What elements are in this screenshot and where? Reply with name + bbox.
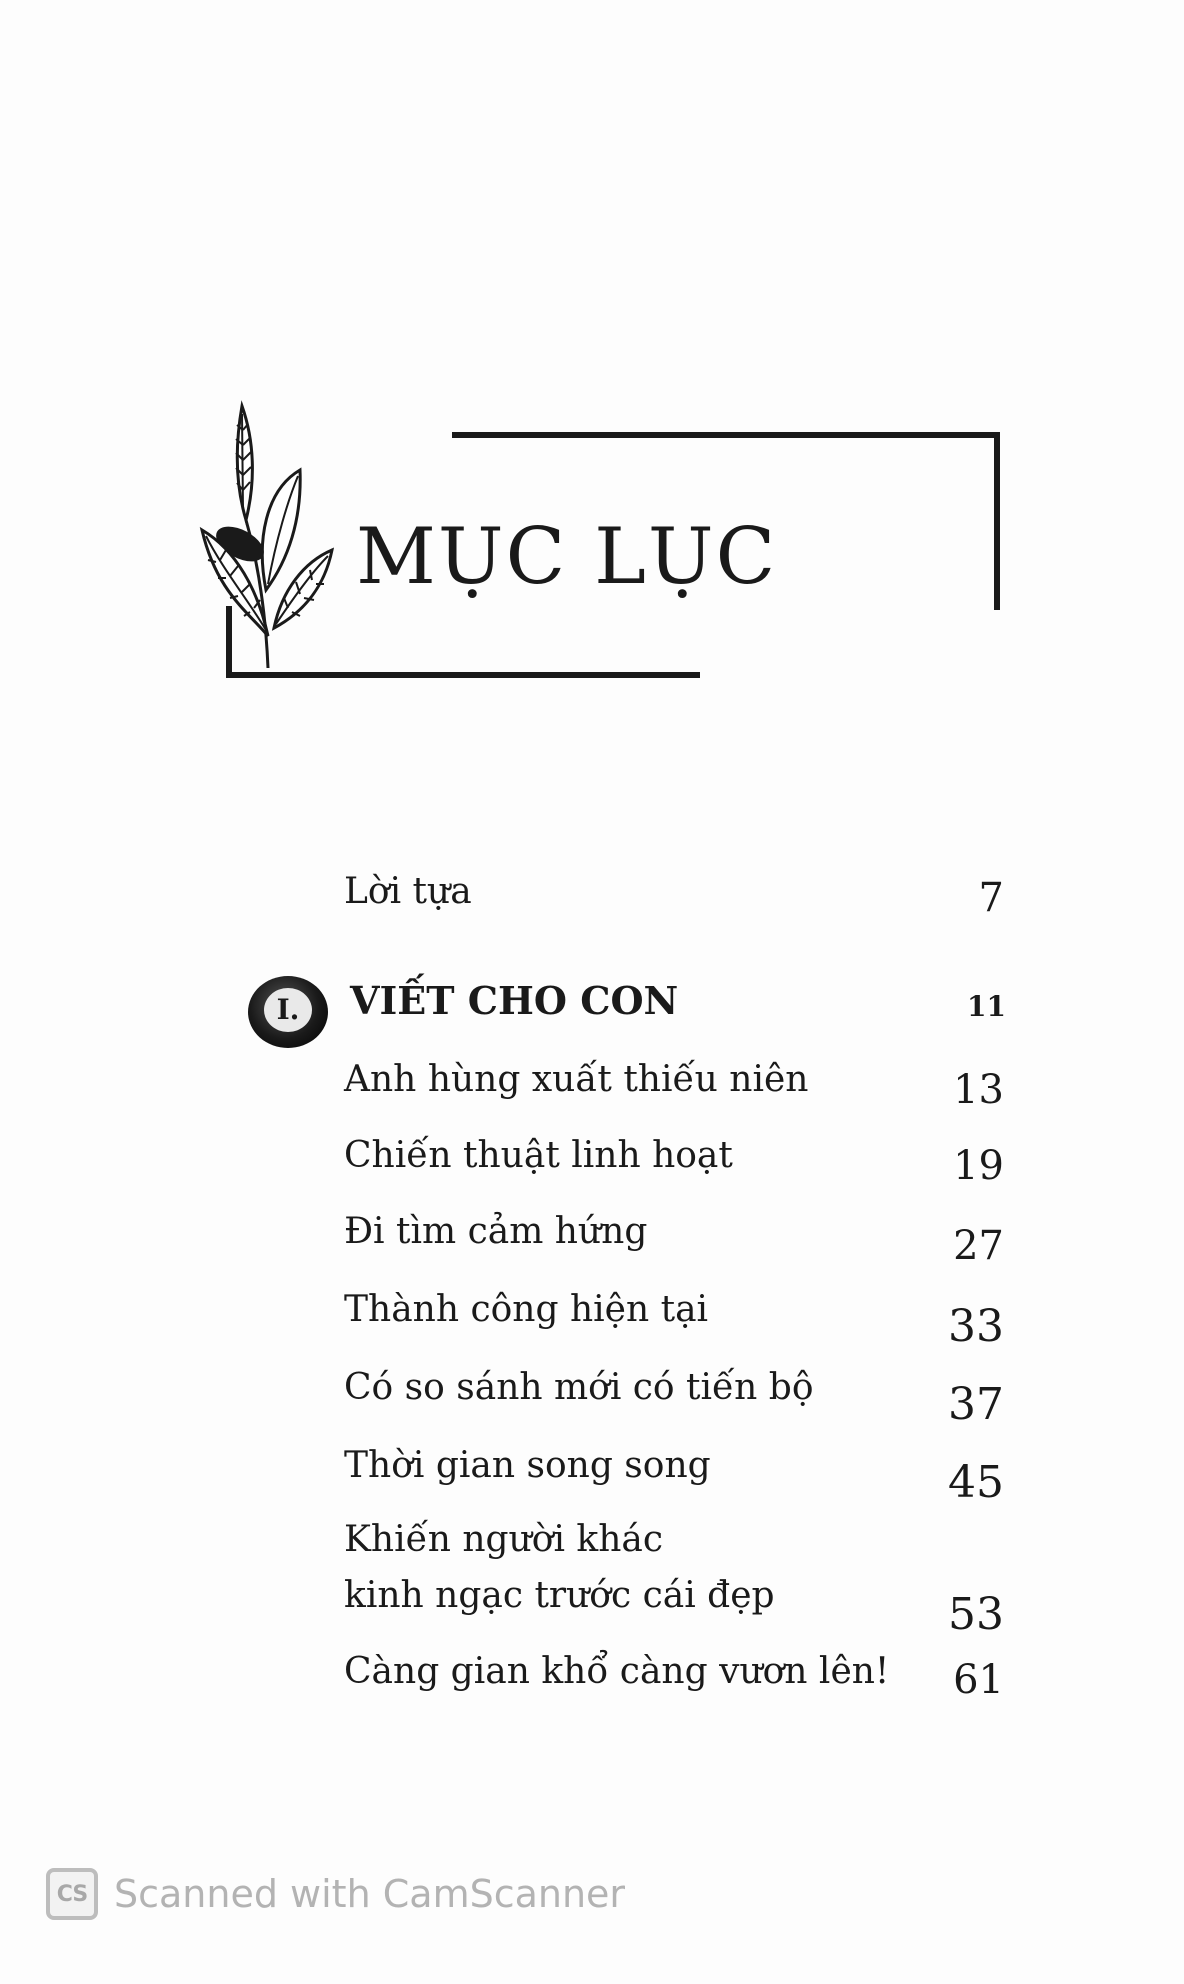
toc-entry-title: Thời gian song song: [344, 1445, 711, 1486]
leaf-branch-icon: [196, 400, 336, 680]
toc-entry-page: 61: [953, 1657, 1004, 1703]
toc-entry-title: Chiến thuật linh hoạt: [344, 1135, 733, 1176]
toc-entry: [344, 1132, 1004, 1192]
circle-badge-icon: [248, 976, 328, 1048]
section-number: I.: [264, 988, 312, 1032]
toc-entry-page: 33: [948, 1301, 1004, 1352]
toc-entry: [344, 1208, 1004, 1268]
toc-entry-title: Thành công hiện tại: [344, 1289, 709, 1330]
section-page: 11: [967, 990, 1006, 1023]
page-title: MỤC LỤC: [356, 512, 778, 602]
toc-entry: [344, 1442, 1004, 1508]
toc-entry-preface: [344, 868, 1004, 928]
toc-entry-page: 7: [978, 875, 1004, 921]
toc-entry: [344, 1286, 1004, 1352]
camscanner-logo-icon: CS: [46, 1868, 98, 1920]
toc-entry-page: 53: [948, 1589, 1004, 1640]
section-heading: VIẾT CHO CON: [350, 978, 679, 1023]
toc-entry: [344, 1364, 1004, 1430]
toc-entry: [344, 1648, 1004, 1708]
toc-entry-title-line1: Khiến người khác: [344, 1519, 664, 1560]
toc-entry-page: 13: [953, 1067, 1004, 1113]
watermark-text: Scanned with CamScanner: [114, 1872, 626, 1916]
toc-entry: [344, 1516, 1004, 1640]
toc-entry-page: 27: [953, 1223, 1004, 1269]
frame-top-line: [452, 432, 1000, 438]
toc-entry-title: Càng gian khổ càng vươn lên!: [344, 1651, 890, 1692]
toc-entry-title: Anh hùng xuất thiếu niên: [344, 1059, 809, 1100]
frame-right-line: [994, 432, 1000, 610]
toc-entry-page: 45: [948, 1457, 1004, 1508]
toc-entry-title-line2: kinh ngạc trước cái đẹp: [344, 1575, 775, 1616]
toc-entry-page: 37: [948, 1379, 1004, 1430]
toc-entry-title: Có so sánh mới có tiến bộ: [344, 1367, 814, 1408]
toc-entry-title: Lời tựa: [344, 871, 472, 912]
scanner-watermark: [46, 1866, 625, 1922]
toc-entry-page: 19: [953, 1143, 1004, 1189]
toc-entry: [344, 1056, 1004, 1116]
toc-entry-title: Đi tìm cảm hứng: [344, 1211, 648, 1252]
